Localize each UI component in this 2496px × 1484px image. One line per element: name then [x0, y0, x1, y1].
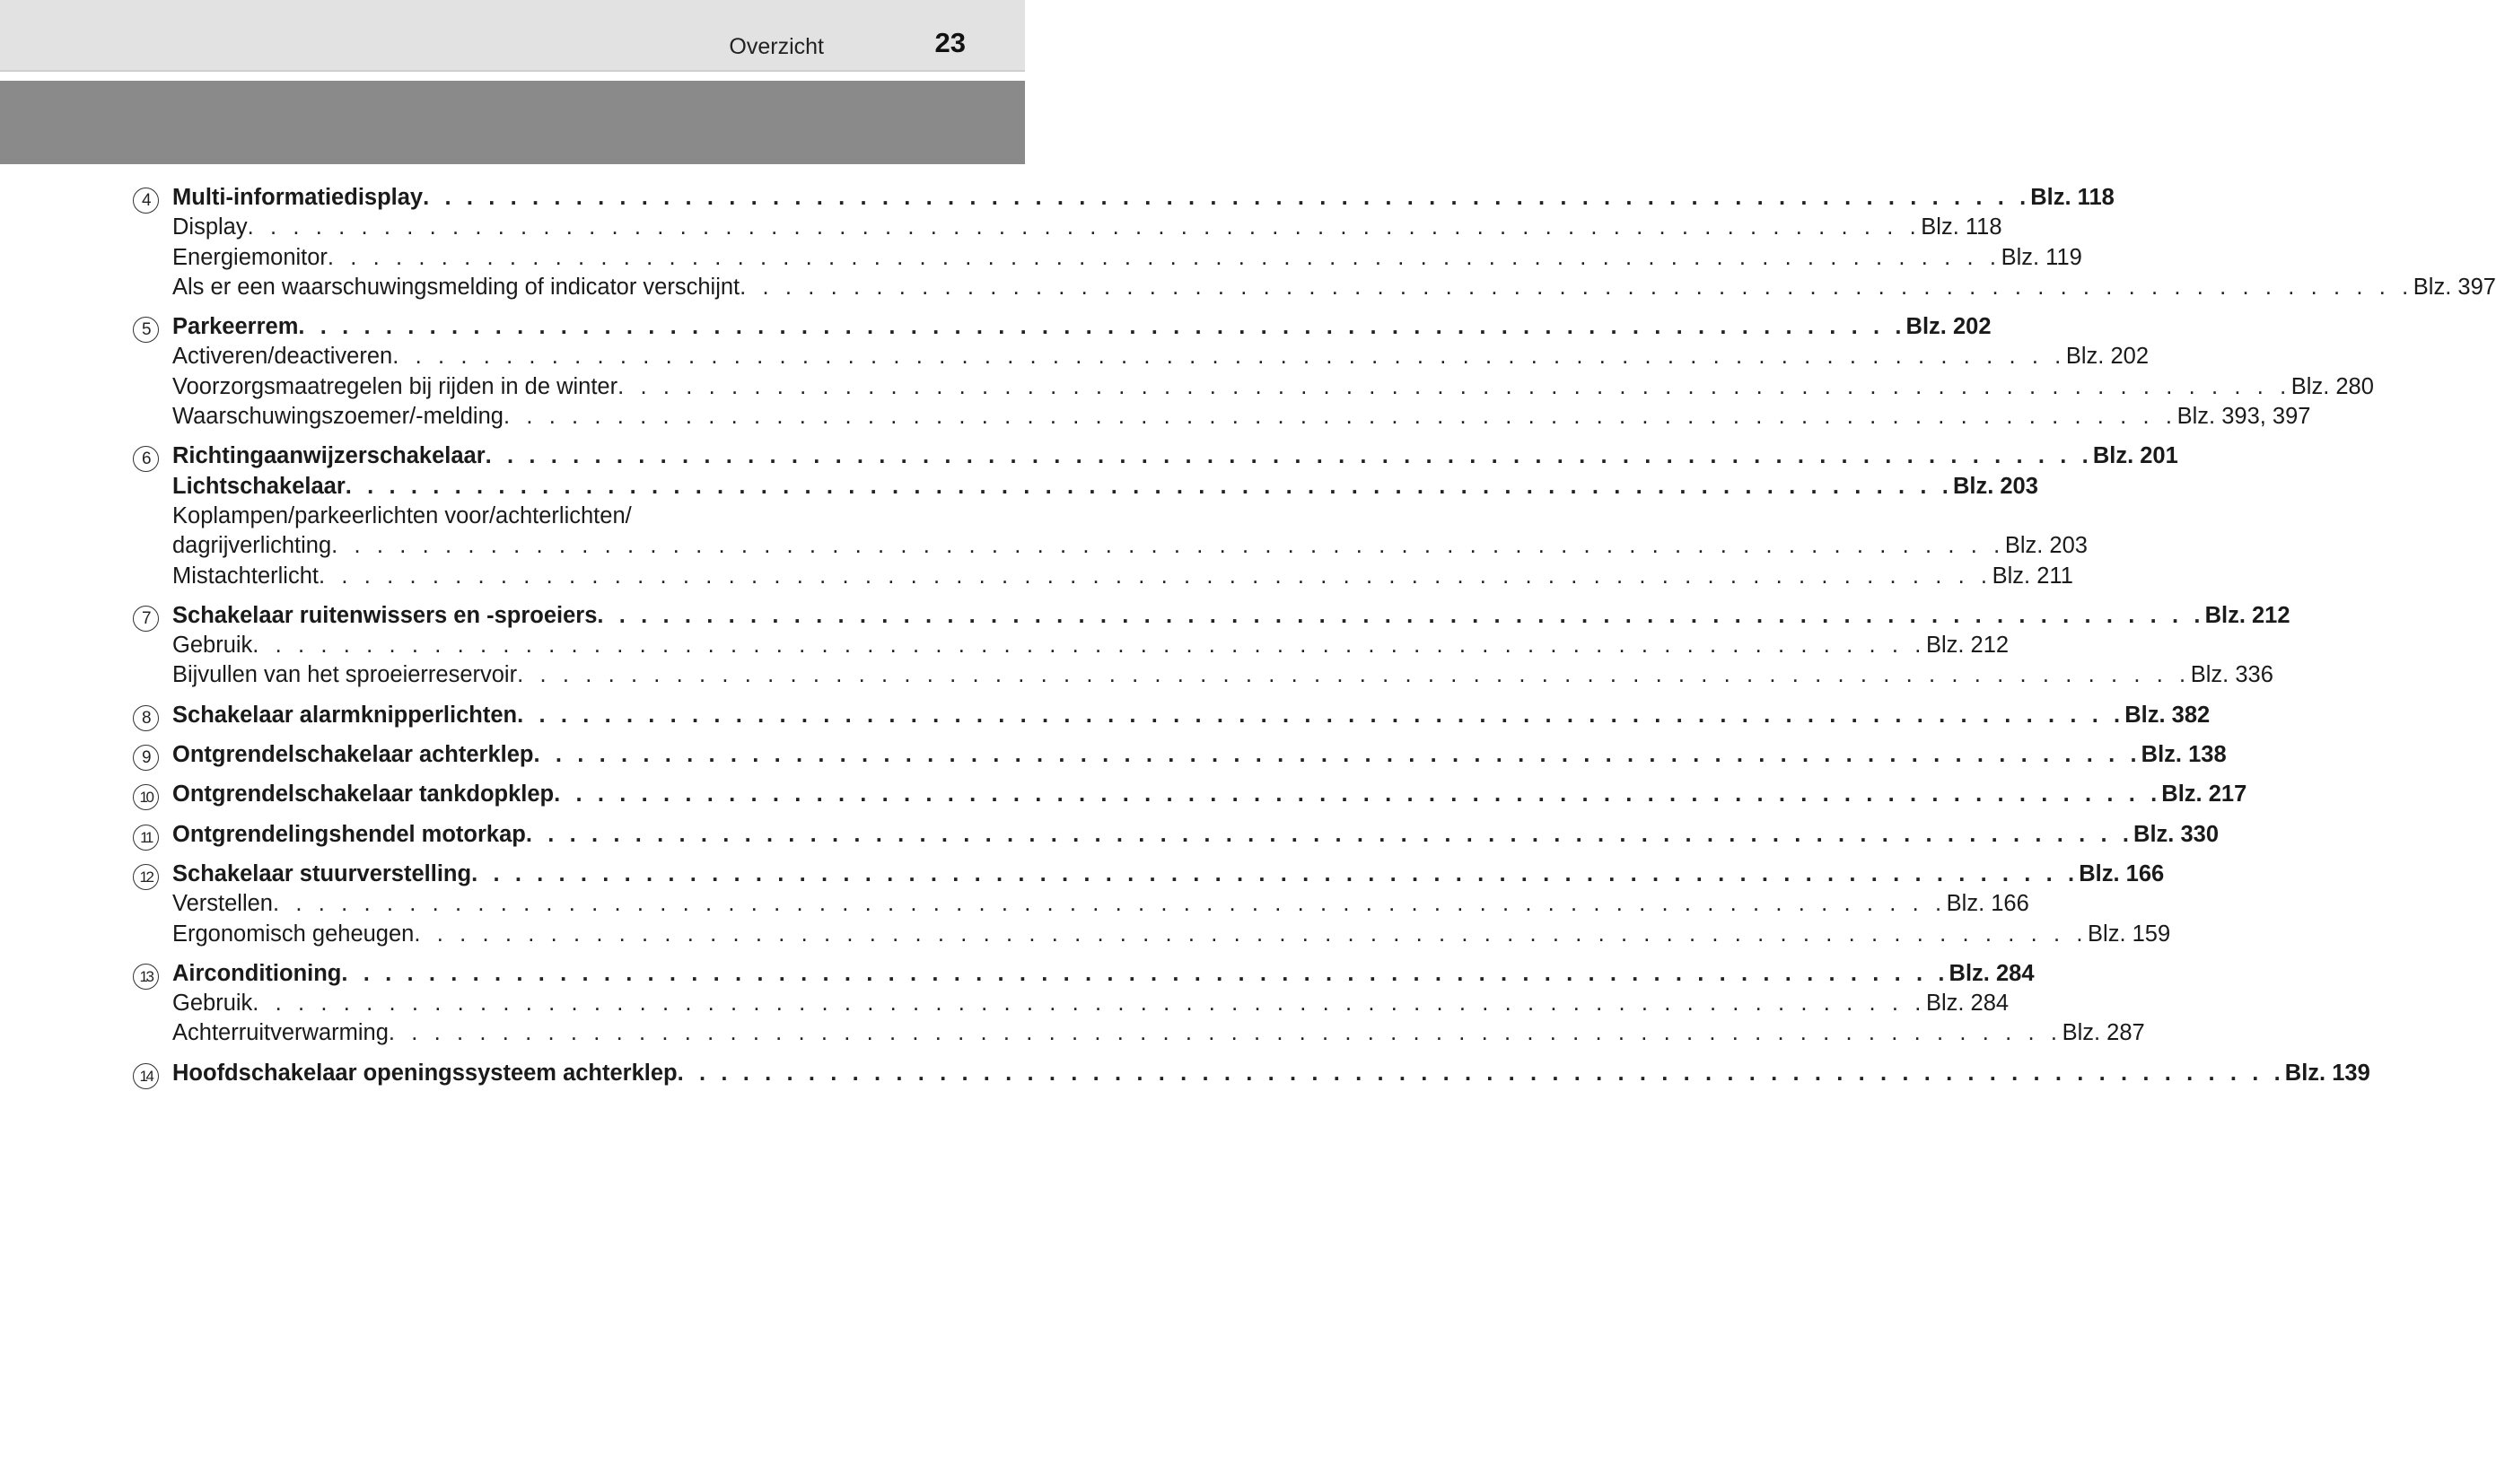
dot-leader: . . . . . . . . . . . . . . . . . . . . . . . . . . . . . . . . . . . . . . . . . . . . . . . . . . . . . . . . . . . . . . . . . . . . . . . . . . — [517, 662, 2191, 688]
dot-leader: . . . . . . . . . . . . . . . . . . . . . . . . . . . . . . . . . . . . . . . . . . . . . . . . . . . . . . . . . . . . . . . . . . . . . . . . . . — [252, 633, 1926, 659]
entry-title: Ontgrendelschakelaar achterklep — [172, 742, 534, 768]
dot-leader: . . . . . . . . . . . . . . . . . . . . . . . . . . . . . . . . . . . . . . . . . . . . . . . . . . . . . . . . . . . . . . . . . . . . . . . . . . — [740, 274, 2413, 300]
dot-leader: . . . . . . . . . . . . . . . . . . . . . . . . . . . . . . . . . . . . . . . . . . . . . . . . . . . . . . . . . . . . . . . . . . . . . . . . . . — [388, 1020, 2062, 1046]
toc-group — [133, 1059, 2370, 1088]
dot-leader: . . . . . . . . . . . . . . . . . . . . . . . . . . . . . . . . . . . . . . . . . . . . . . . . . . . . . . . . . . . . . . . . . . . . . . . . . . — [327, 244, 2001, 270]
dot-leader: . . . . . . . . . . . . . . . . . . . . . . . . . . . . . . . . . . . . . . . . . . . . . . . . . . . . . . . . . . . . . . . . . . . . . . . . . . — [525, 821, 2134, 847]
page-reference[interactable]: Blz. 393, 397 — [2176, 404, 2311, 430]
dot-leader: . . . . . . . . . . . . . . . . . . . . . . . . . . . . . . . . . . . . . . . . . . . . . . . . . . . . . . . . . . . . . . . . . . . . . . . . . . — [517, 702, 2125, 728]
toc-heading[interactable] — [133, 312, 1992, 342]
item-number-badge: 10 — [133, 784, 159, 810]
toc-heading[interactable] — [133, 740, 2227, 770]
entry-title: Display — [172, 214, 248, 240]
page-reference[interactable]: Blz. 159 — [2088, 921, 2171, 947]
page-reference[interactable]: Blz. 138 — [2141, 742, 2227, 768]
page-reference[interactable]: Blz. 139 — [2284, 1060, 2370, 1086]
page-reference[interactable]: Blz. 217 — [2161, 781, 2247, 807]
entry-title: Ontgrendelschakelaar tankdopklep — [172, 781, 555, 807]
item-number-badge: 8 — [133, 705, 159, 731]
entry-title: Bijvullen van het sproeierreservoir — [172, 662, 518, 688]
dot-leader: . . . . . . . . . . . . . . . . . . . . . . . . . . . . . . . . . . . . . . . . . . . . . . . . . . . . . . . . . . . . . . . . . . . . . . . . . . — [331, 533, 2005, 559]
entry-title: Gebruik — [172, 991, 253, 1017]
page-reference[interactable]: Blz. 211 — [1992, 563, 2073, 589]
toc-subentry[interactable] — [133, 531, 2088, 561]
toc-subentry[interactable] — [133, 372, 2374, 402]
entry-title: Schakelaar ruitenwissers en -sproeiers — [172, 602, 598, 628]
entry-title: Schakelaar stuurverstelling — [172, 860, 472, 886]
toc-heading[interactable] — [133, 780, 2247, 809]
page-reference[interactable]: Blz. 119 — [2001, 244, 2082, 270]
item-number-badge: 13 — [133, 964, 159, 990]
item-number-badge: 14 — [133, 1063, 159, 1089]
toc-subentry[interactable] — [133, 1018, 2145, 1048]
dot-leader: . . . . . . . . . . . . . . . . . . . . . . . . . . . . . . . . . . . . . . . . . . . . . . . . . . . . . . . . . . . . . . . . . . . . . . . . . . — [298, 314, 1906, 340]
entry-title: Airconditioning — [172, 960, 342, 986]
toc-group — [133, 740, 2227, 770]
toc-group — [133, 959, 2145, 1049]
toc-subentry[interactable] — [133, 342, 2150, 371]
item-number-badge: 5 — [133, 317, 159, 343]
toc-subentry[interactable] — [133, 989, 2010, 1018]
toc-group — [133, 820, 2219, 850]
toc-heading[interactable] — [133, 701, 2211, 730]
dot-leader: . . . . . . . . . . . . . . . . . . . . . . . . . . . . . . . . . . . . . . . . . . . . . . . . . . . . . . . . . . . . . . . . . . . . . . . . . . — [677, 1060, 2285, 1086]
dot-leader: . . . . . . . . . . . . . . . . . . . . . . . . . . . . . . . . . . . . . . . . . . . . . . . . . . . . . . . . . . . . . . . . . . . . . . . . . . — [414, 921, 2089, 947]
section-title: Overzicht — [729, 34, 824, 59]
entry-title: Energiemonitor — [172, 244, 328, 270]
entry-title: dagrijverlichting — [172, 533, 332, 559]
toc-heading[interactable] — [133, 959, 2035, 989]
item-number-badge: 12 — [133, 864, 159, 890]
entry-title: Koplampen/parkeerlichten voor/achterlichten/ — [172, 502, 632, 528]
toc-group — [133, 601, 2290, 691]
entry-title: Multi-informatiedisplay — [172, 185, 424, 210]
page-reference[interactable]: Blz. 202 — [1905, 314, 1992, 340]
page-reference[interactable]: Blz. 284 — [1949, 960, 2035, 986]
page-reference[interactable]: Blz. 330 — [2133, 821, 2219, 847]
header-bar — [0, 0, 1025, 72]
dot-leader: . . . . . . . . . . . . . . . . . . . . . . . . . . . . . . . . . . . . . . . . . . . . . . . . . . . . . . . . . . . . . . . . . . . . . . . . . . — [533, 742, 2141, 768]
dot-leader: . . . . . . . . . . . . . . . . . . . . . . . . . . . . . . . . . . . . . . . . . . . . . . . . . . . . . . . . . . . . . . . . . . . . . . . . . . — [247, 214, 1922, 240]
entry-title: Gebruik — [172, 633, 253, 659]
page-reference[interactable]: Blz. 202 — [2065, 344, 2150, 370]
table-of-contents — [133, 183, 2496, 1098]
toc-heading[interactable] — [133, 472, 2038, 502]
toc-group — [133, 860, 2171, 949]
entry-title: Waarschuwingszoemer/-melding — [172, 404, 504, 430]
toc-subentry[interactable] — [133, 273, 2496, 302]
item-number-badge: 4 — [133, 188, 159, 214]
toc-subentry[interactable] — [133, 631, 2010, 660]
toc-subentry[interactable] — [133, 243, 2082, 273]
dot-leader: . . . . . . . . . . . . . . . . . . . . . . . . . . . . . . . . . . . . . . . . . . . . . . . . . . . . . . . . . . . . . . . . . . . . . . . . . . — [392, 344, 2066, 370]
toc-subentry[interactable] — [133, 660, 2273, 690]
toc-subentry[interactable] — [133, 920, 2171, 949]
toc-group — [133, 780, 2247, 809]
toc-heading[interactable] — [133, 441, 2178, 471]
entry-title: Hoofdschakelaar openingssysteem achterklep — [172, 1060, 678, 1086]
toc-heading[interactable] — [133, 601, 2290, 631]
toc-subentry[interactable] — [133, 213, 2002, 242]
item-number-badge: 11 — [133, 825, 159, 851]
entry-title: Schakelaar alarmknipperlichten — [172, 702, 518, 728]
page-reference[interactable]: Blz. 203 — [2004, 533, 2088, 559]
toc-heading[interactable] — [133, 1059, 2370, 1088]
page-reference[interactable]: Blz. 280 — [2290, 373, 2374, 399]
toc-subentry — [133, 502, 889, 531]
dot-leader: . . . . . . . . . . . . . . . . . . . . . . . . . . . . . . . . . . . . . . . . . . . . . . . . . . . . . . . . . . . . . . . . . . . . . . . . . . — [554, 781, 2162, 807]
page-reference[interactable]: Blz. 336 — [2190, 662, 2273, 688]
item-number-badge: 6 — [133, 446, 159, 472]
entry-title: Achterruitverwarming — [172, 1020, 389, 1046]
entry-title: Mistachterlicht — [172, 563, 319, 589]
toc-group — [133, 183, 2496, 302]
toc-subentry[interactable] — [133, 562, 2073, 591]
entry-title: Als er een waarschuwingsmelding of indicator verschijnt — [172, 274, 740, 300]
entry-title: Lichtschakelaar — [172, 473, 346, 499]
page-reference[interactable]: Blz. 118 — [1921, 214, 2002, 240]
toc-group — [133, 701, 2211, 730]
page-reference[interactable]: Blz. 284 — [1925, 991, 2010, 1017]
toc-group — [133, 312, 2374, 432]
toc-group — [133, 441, 2178, 590]
entry-title: Voorzorgsmaatregelen bij rijden in de winter — [172, 373, 618, 399]
dot-leader: . . . . . . . . . . . . . . . . . . . . . . . . . . . . . . . . . . . . . . . . . . . . . . . . . . . . . . . . . . . . . . . . . . . . . . . . . . — [471, 860, 2080, 886]
entry-title: Activeren/deactiveren — [172, 344, 393, 370]
page-reference[interactable]: Blz. 212 — [1925, 633, 2010, 659]
decorative-band — [0, 81, 1025, 164]
toc-heading[interactable] — [133, 183, 2115, 213]
entry-title: Ontgrendelingshendel motorkap — [172, 821, 526, 847]
item-number-badge: 9 — [133, 745, 159, 771]
page-reference[interactable]: Blz. 397 — [2413, 274, 2496, 300]
page-reference[interactable]: Blz. 382 — [2124, 702, 2211, 728]
toc-subentry[interactable] — [133, 402, 2311, 432]
dot-leader: . . . . . . . . . . . . . . . . . . . . . . . . . . . . . . . . . . . . . . . . . . . . . . . . . . . . . . . . . . . . . . . . . . . . . . . . . . — [252, 991, 1926, 1017]
page-reference[interactable]: Blz. 203 — [1952, 473, 2038, 499]
page-reference[interactable]: Blz. 166 — [1946, 891, 2029, 917]
dot-leader: . . . . . . . . . . . . . . . . . . . . . . . . . . . . . . . . . . . . . . . . . . . . . . . . . . . . . . . . . . . . . . . . . . . . . . . . . . — [617, 373, 2291, 399]
dot-leader: . . . . . . . . . . . . . . . . . . . . . . . . . . . . . . . . . . . . . . . . . . . . . . . . . . . . . . . . . . . . . . . . . . . . . . . . . . — [273, 891, 1947, 917]
page-reference[interactable]: Blz. 287 — [2062, 1020, 2145, 1046]
dot-leader: . . . . . . . . . . . . . . . . . . . . . . . . . . . . . . . . . . . . . . . . . . . . . . . . . . . . . . . . . . . . . . . . . . . . . . . . . . — [318, 563, 1992, 589]
toc-heading[interactable] — [133, 860, 2165, 889]
entry-title: Richtingaanwijzerschakelaar — [172, 443, 486, 469]
dot-leader: . . . . . . . . . . . . . . . . . . . . . . . . . . . . . . . . . . . . . . . . . . . . . . . . . . . . . . . . . . . . . . . . . . . . . . . . . . — [423, 185, 2031, 210]
dot-leader: . . . . . . . . . . . . . . . . . . . . . . . . . . . . . . . . . . . . . . . . . . . . . . . . . . . . . . . . . . . . . . . . . . . . . . . . . . — [597, 602, 2205, 628]
page-reference[interactable]: Blz. 166 — [2079, 860, 2165, 886]
dot-leader: . . . . . . . . . . . . . . . . . . . . . . . . . . . . . . . . . . . . . . . . . . . . . . . . . . . . . . . . . . . . . . . . . . . . . . . . . . — [485, 443, 2093, 469]
dot-leader: . . . . . . . . . . . . . . . . . . . . . . . . . . . . . . . . . . . . . . . . . . . . . . . . . . . . . . . . . . . . . . . . . . . . . . . . . . — [503, 404, 2177, 430]
item-number-badge: 7 — [133, 606, 159, 632]
toc-subentry[interactable] — [133, 889, 2029, 919]
entry-title: Parkeerrem — [172, 314, 299, 340]
dot-leader: . . . . . . . . . . . . . . . . . . . . . . . . . . . . . . . . . . . . . . . . . . . . . . . . . . . . . . . . . . . . . . . . . . . . . . . . . . — [345, 473, 1953, 499]
page-number: 23 — [934, 27, 966, 58]
dot-leader: . . . . . . . . . . . . . . . . . . . . . . . . . . . . . . . . . . . . . . . . . . . . . . . . . . . . . . . . . . . . . . . . . . . . . . . . . . — [341, 960, 1949, 986]
page-reference[interactable]: Blz. 201 — [2092, 443, 2178, 469]
toc-heading[interactable] — [133, 820, 2219, 850]
page-reference[interactable]: Blz. 212 — [2204, 602, 2290, 628]
page-reference[interactable]: Blz. 118 — [2030, 185, 2115, 210]
entry-title: Verstellen — [172, 891, 273, 917]
entry-title: Ergonomisch geheugen — [172, 921, 415, 947]
